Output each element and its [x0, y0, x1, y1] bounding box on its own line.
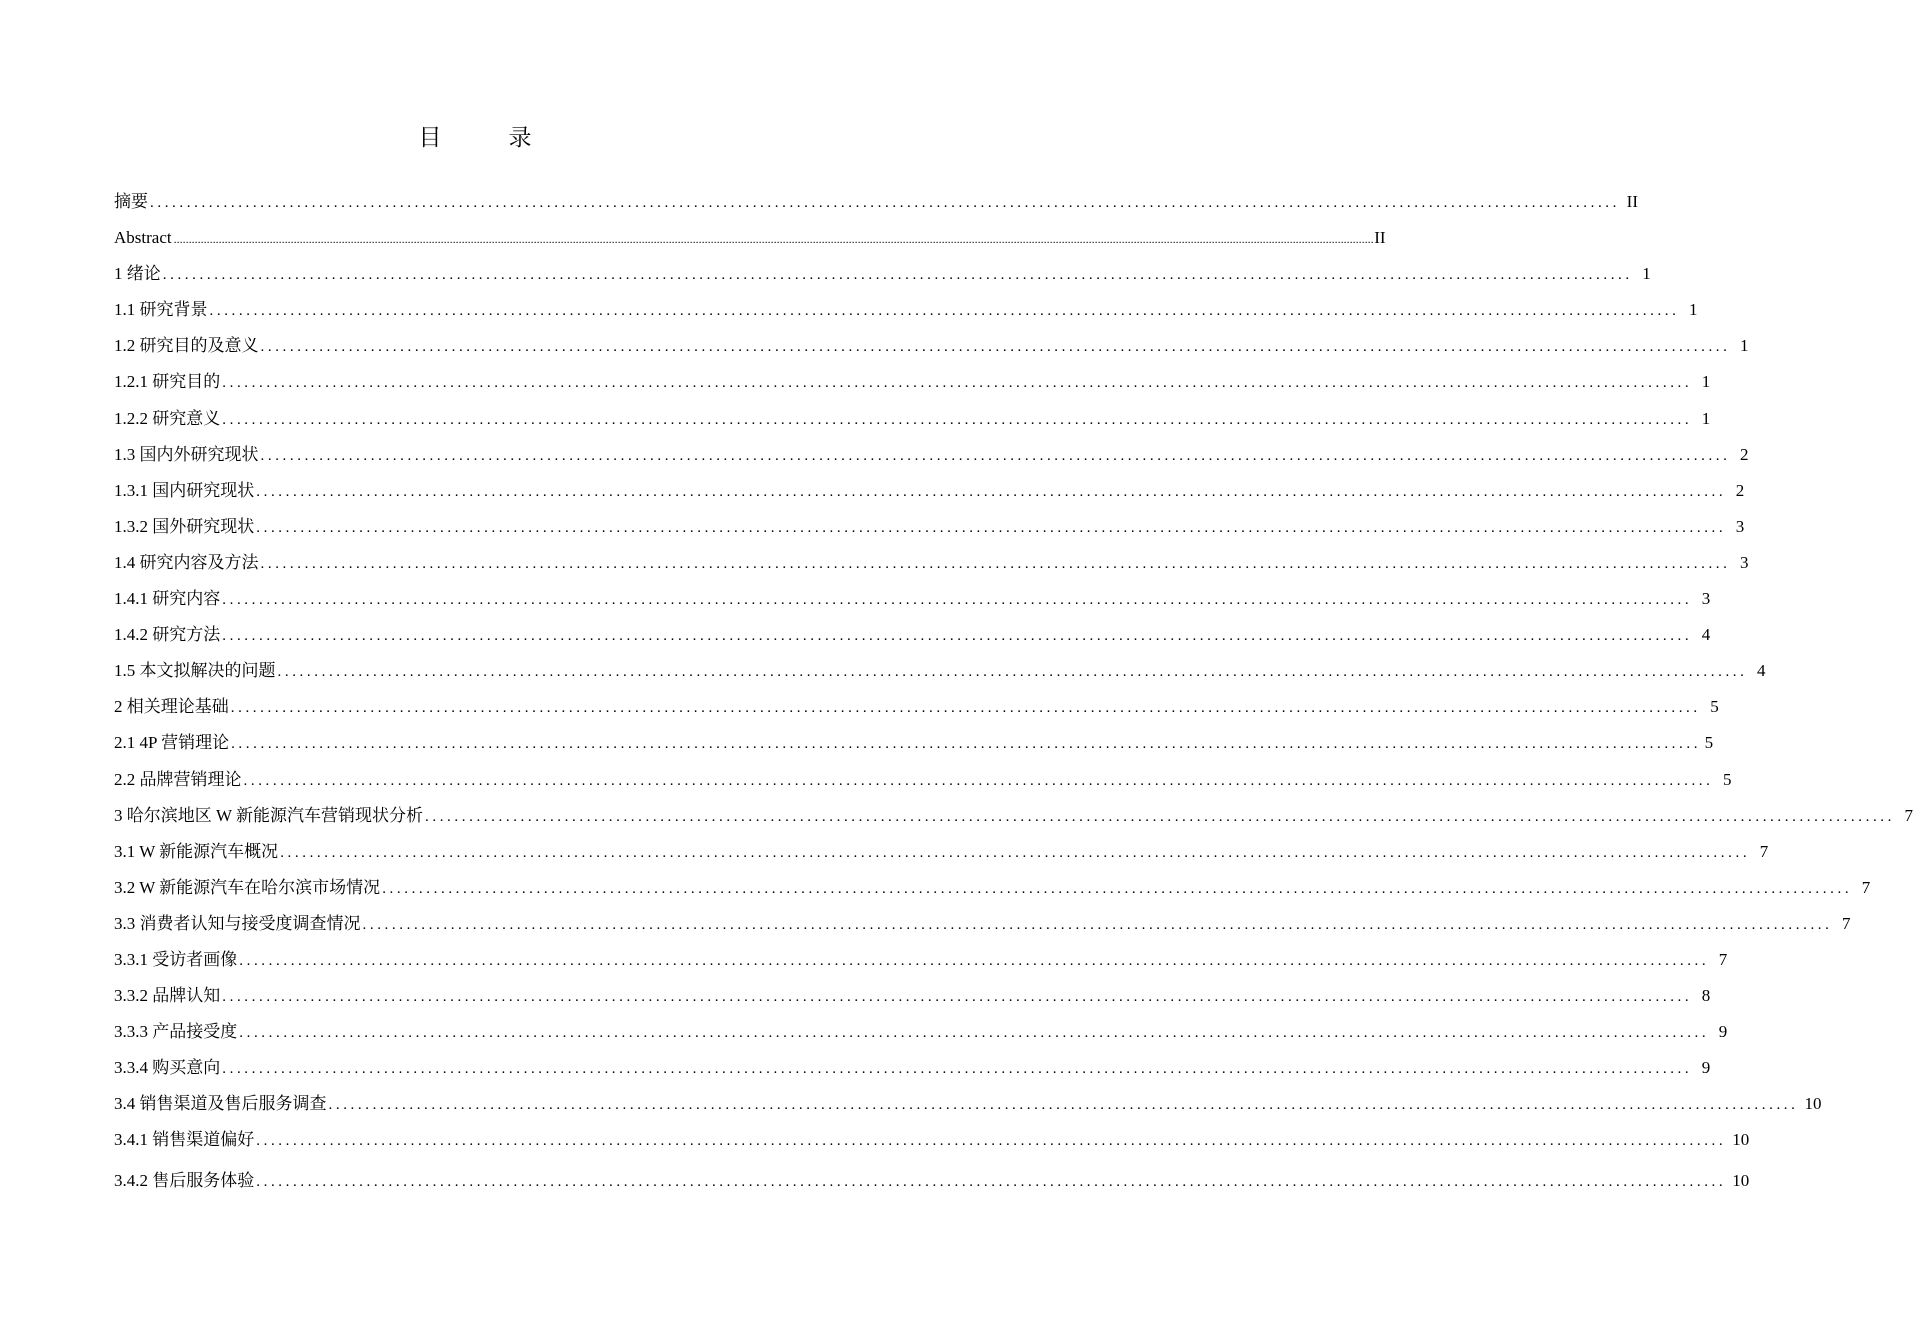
toc-entry-label: 1.4.2 研究方法 — [114, 625, 221, 645]
toc-entry-label: 1.2.2 研究意义 — [114, 408, 221, 428]
toc-entry[interactable] — [114, 437, 1749, 473]
toc-entry[interactable] — [114, 978, 1711, 1014]
toc-dot-leader: ........................................................................................................................................................................................................ — [222, 628, 1693, 645]
toc-dot-leader: ........................................................................................................................................................................................................ — [222, 1061, 1693, 1078]
toc-entry-label: 1.5 本文拟解决的问题 — [114, 661, 276, 681]
toc-dot-leader: ........................................................................................................................................................................................................ — [243, 772, 1714, 789]
toc-entry[interactable] — [114, 220, 1386, 256]
toc-entry[interactable] — [114, 473, 1745, 509]
toc-entry-label: 3.1 W 新能源汽车概况 — [114, 841, 279, 861]
toc-entry-label: 3.3.4 购买意向 — [114, 1058, 221, 1078]
toc-entry-label: 1.4 研究内容及方法 — [114, 552, 259, 572]
toc-entry-page-number: 9 — [1718, 1022, 1728, 1042]
toc-entry-page-number: 8 — [1701, 986, 1711, 1006]
toc-dot-leader: ........................................................................................................................................................................................................ — [256, 519, 1727, 536]
toc-entry[interactable] — [114, 834, 1769, 870]
toc-dot-leader: ........................................................................................................................................................................................................ — [256, 1133, 1727, 1150]
toc-entry-page-number: 10 — [1804, 1094, 1822, 1114]
toc-entry-page-number: 3 — [1735, 516, 1745, 536]
toc-entry[interactable] — [114, 1014, 1728, 1050]
toc-dot-leader: ........................................................................................................................................................................................................ — [425, 808, 1895, 825]
toc-entry-page-number: 10 — [1732, 1170, 1750, 1190]
toc-entry[interactable] — [114, 942, 1728, 978]
toc-dot-leader: ........................................................................................................................................................................................................ — [256, 1173, 1727, 1190]
toc-dot-leader: ........................................................................................................................................................................................................ — [222, 375, 1693, 392]
toc-entry-page-number: 1 — [1642, 264, 1651, 284]
toc-dot-leader: ........................................................................................................................................................................................................ — [256, 483, 1727, 500]
toc-entry-label: 3.4.2 售后服务体验 — [114, 1170, 255, 1190]
toc-entry[interactable] — [114, 798, 1913, 834]
toc-entry[interactable] — [114, 581, 1711, 617]
toc-dot-leader: ........................................................................................................................................................................................................ — [239, 952, 1710, 969]
toc-entry-page-number: 2 — [1735, 480, 1745, 500]
toc-entry-page-number: 5 — [1710, 697, 1719, 717]
toc-entry-page-number: 7 — [1904, 805, 1913, 825]
toc-dot-leader: ........................................................................................................................................................................................................ — [239, 1025, 1710, 1042]
toc-entry[interactable] — [114, 364, 1711, 400]
toc-entry-label: 1.2.1 研究目的 — [114, 372, 221, 392]
toc-entry[interactable] — [114, 256, 1651, 292]
toc-dot-leader: ........................................................................................................................................................................................................ — [382, 880, 1853, 897]
toc-dot-leader: ........................................................................................................................................................................................................ — [222, 411, 1693, 428]
toc-entry[interactable] — [114, 906, 1851, 942]
toc-entry-page-number: 1 — [1689, 300, 1698, 320]
toc-entry[interactable] — [114, 292, 1698, 328]
toc-entry-label: 3.3 消费者认知与接受度调查情况 — [114, 913, 361, 933]
toc-dot-leader: ........................................................................................................................................................................................................ — [260, 555, 1731, 572]
toc-dot-leader: ........................................................................................................................................................................................................ — [277, 664, 1748, 681]
toc-entry[interactable] — [114, 1050, 1711, 1086]
toc-entry-page-number: 7 — [1718, 949, 1728, 969]
toc-entry[interactable] — [114, 762, 1732, 798]
toc-entry-page-number: 7 — [1861, 877, 1871, 897]
toc-entry[interactable] — [114, 545, 1749, 581]
toc-entry-label: 2 相关理论基础 — [114, 697, 229, 717]
toc-entry-page-number: 1 — [1701, 372, 1711, 392]
toc-entry-page-number: 3 — [1740, 552, 1749, 572]
toc-entry-page-number: 7 — [1759, 841, 1769, 861]
toc-entry-page-number: 3 — [1701, 589, 1711, 609]
toc-entry-label: 1.1 研究背景 — [114, 300, 208, 320]
toc-entry-page-number: II — [1626, 192, 1638, 211]
toc-entry-page-number: 2 — [1740, 444, 1749, 464]
toc-entry-page-number: 4 — [1701, 625, 1711, 645]
toc-entry[interactable] — [114, 184, 1638, 220]
toc-entry-label: 3.2 W 新能源汽车在哈尔滨市场情况 — [114, 877, 381, 897]
toc-entry-label: 1.3 国内外研究现状 — [114, 444, 259, 464]
toc-entry-page-number: II — [1374, 228, 1386, 248]
toc-entry-page-number: 7 — [1842, 913, 1851, 933]
toc-entry-page-number: 5 — [1704, 733, 1714, 753]
toc-list — [114, 184, 1913, 1199]
toc-entry-label: 3.3.2 品牌认知 — [114, 986, 221, 1006]
toc-entry-label: 1 绪论 — [114, 264, 161, 284]
toc-dot-leader: ........................................................................................................................................................................................................ — [150, 195, 1620, 211]
toc-entry[interactable] — [114, 401, 1711, 437]
toc-entry[interactable] — [114, 725, 1714, 761]
toc-dot-leader: ........................................................................................................................................................................................................ — [230, 700, 1701, 717]
toc-dot-leader: ........................................................................................................................................................................................................ — [260, 447, 1731, 464]
toc-dot-leader: ........................................................................................................................................................................................................ — [260, 339, 1731, 356]
toc-entry[interactable] — [114, 653, 1766, 689]
toc-dot-leader: ........................................................................................................................................................................................................ — [328, 1097, 1799, 1114]
toc-dot-leader: ........................................................................................................................................................................................................ — [162, 267, 1633, 284]
toc-dot-leader: ........................................................................................................................................................................................................ — [280, 844, 1751, 861]
toc-entry-page-number: 10 — [1732, 1130, 1750, 1150]
toc-entry[interactable] — [114, 1122, 1750, 1158]
toc-entry-label: 3.4 销售渠道及售后服务调查 — [114, 1094, 327, 1114]
toc-entry[interactable] — [114, 328, 1749, 364]
toc-entry[interactable] — [114, 689, 1719, 725]
toc-entry-label: 摘要 — [114, 192, 148, 211]
toc-entry-label: 3.3.3 产品接受度 — [114, 1022, 238, 1042]
toc-entry-page-number: 1 — [1740, 336, 1749, 356]
toc-entry-label: 2.2 品牌营销理论 — [114, 769, 242, 789]
toc-entry-label: 1.4.1 研究内容 — [114, 589, 221, 609]
toc-entry-label: 3.4.1 销售渠道偏好 — [114, 1130, 255, 1150]
toc-entry-label: 3.3.1 受访者画像 — [114, 949, 238, 969]
toc-dot-leader: ........................................................................................................................................................................................................ — [231, 736, 1702, 753]
toc-entry-page-number: 4 — [1757, 661, 1766, 681]
toc-entry-page-number: 9 — [1701, 1058, 1711, 1078]
toc-dot-leader: ........................................................................................................................................................................................................ — [362, 916, 1833, 933]
toc-entry-page-number: 5 — [1723, 769, 1732, 789]
toc-entry-label: 1.2 研究目的及意义 — [114, 336, 259, 356]
toc-entry[interactable] — [114, 1086, 1822, 1122]
toc-dot-leader: ........................................................................................................................................................................................................ — [222, 989, 1693, 1006]
toc-dot-leader: ........................................................................................................................................................................................................ — [209, 303, 1680, 320]
toc-dot-leader: ................................................................................................................................................................................................................................................................................................................................................................................................................ — [173, 232, 1374, 247]
toc-entry-label: 1.3.2 国外研究现状 — [114, 516, 255, 536]
toc-entry[interactable] — [114, 617, 1711, 653]
toc-entry-label: Abstract — [114, 228, 172, 248]
toc-entry[interactable] — [114, 509, 1745, 545]
toc-title: 目 录 — [418, 125, 554, 151]
toc-entry-label: 2.1 4P 营销理论 — [114, 733, 230, 753]
toc-entry[interactable] — [114, 870, 1871, 906]
toc-entry-label: 1.3.1 国内研究现状 — [114, 480, 255, 500]
toc-entry-label: 3 哈尔滨地区 W 新能源汽车营销现状分析 — [114, 805, 423, 825]
toc-entry-page-number: 1 — [1701, 408, 1711, 428]
toc-entry[interactable] — [114, 1163, 1750, 1199]
toc-dot-leader: ........................................................................................................................................................................................................ — [222, 592, 1693, 609]
